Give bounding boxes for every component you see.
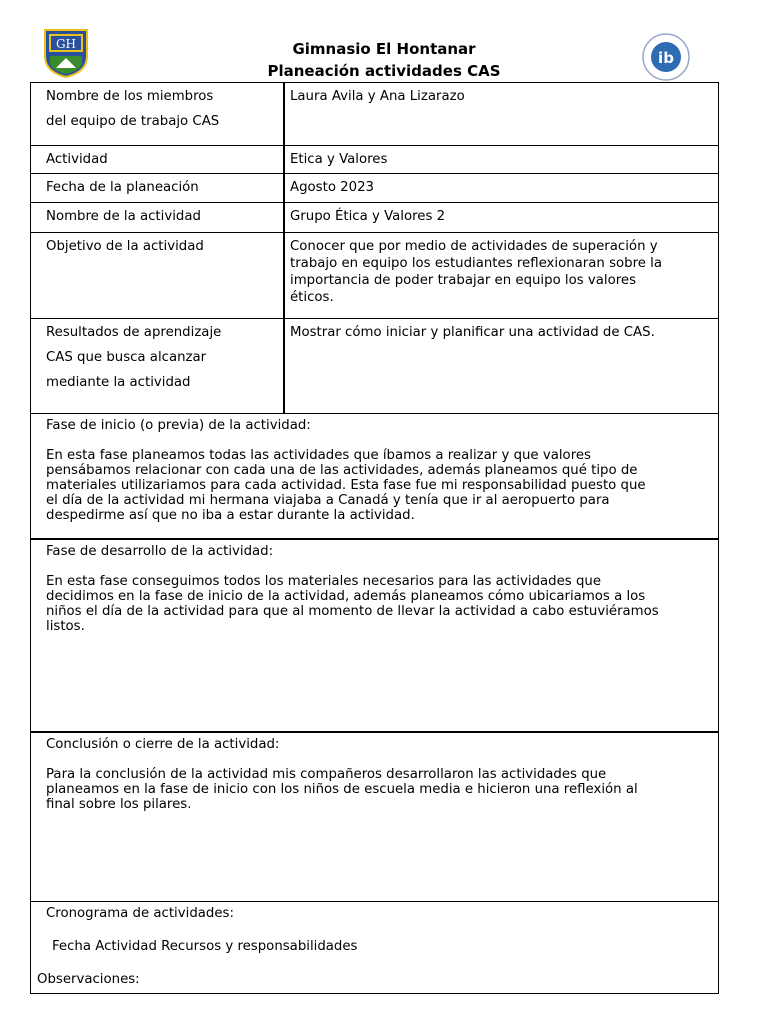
section-conclusion xyxy=(31,733,718,902)
objective-line-3: importancia de poder trabajar en equipo los valores xyxy=(290,273,637,288)
value-cell xyxy=(285,146,718,173)
conclusion-heading: Conclusión o cierre de la actividad: xyxy=(46,737,280,752)
fase-inicio-line-2: pensábamos relacionar con cada una de las actividades, además planeamos qué tipo de xyxy=(46,463,638,478)
objective-line-1: Conocer que por medio de actividades de superación y xyxy=(290,239,658,254)
value-cell xyxy=(285,319,718,413)
outcomes-label-line-3: mediante la actividad xyxy=(46,375,191,390)
activity-label: Actividad xyxy=(46,152,108,167)
label-cell xyxy=(31,174,285,202)
label-cell xyxy=(31,146,285,173)
fase-inicio-line-4: el día de la actividad mi hermana viajaba a Canadá y tenía que ir al aeropuerto para xyxy=(46,493,610,508)
objective-line-4: éticos. xyxy=(290,290,334,305)
value-cell xyxy=(285,203,718,232)
value-cell xyxy=(285,83,718,145)
date-value: Agosto 2023 xyxy=(290,180,375,195)
date-label: Fecha de la planeación xyxy=(46,180,199,195)
row-date xyxy=(31,174,718,203)
fase-desarrollo-heading: Fase de desarrollo de la actividad: xyxy=(46,544,274,559)
value-cell xyxy=(285,233,718,318)
conclusion-line-1: Para la conclusión de la actividad mis compañeros desarrollaron las actividades que xyxy=(46,767,607,782)
row-objective xyxy=(31,233,718,319)
observaciones-label: Observaciones: xyxy=(37,972,140,987)
fase-desarrollo-line-1: En esta fase conseguimos todos los materiales necesarios para las actividades que xyxy=(46,574,601,589)
fase-desarrollo-line-2: decidimos en la fase de inicio de la actividad, además planeamos cómo ubicariamos a los xyxy=(46,589,646,604)
label-cell xyxy=(31,233,285,318)
members-value: Laura Avila y Ana Lizarazo xyxy=(290,89,465,104)
fase-desarrollo-line-3: niños el día de la actividad para que al momento de llevar la actividad a cabo estuviéramos xyxy=(46,604,659,619)
objective-label: Objetivo de la actividad xyxy=(46,239,204,254)
activity-name-label: Nombre de la actividad xyxy=(46,209,201,224)
school-name: Gimnasio El Hontanar xyxy=(292,40,476,58)
objective-line-2: trabajo en equipo los estudiantes reflexionaran sobre la xyxy=(290,256,662,271)
label-cell xyxy=(31,83,285,145)
outcomes-label-line-2: CAS que busca alcanzar xyxy=(46,350,207,365)
section-fase-desarrollo xyxy=(31,540,718,733)
fase-inicio-line-1: En esta fase planeamos todas las actividades que íbamos a realizar y que valores xyxy=(46,448,591,463)
row-activity-name xyxy=(31,203,718,233)
value-cell xyxy=(285,174,718,202)
svg-text:GH: GH xyxy=(55,37,77,51)
members-label-line-2: del equipo de trabajo CAS xyxy=(46,114,220,129)
fase-inicio-heading: Fase de inicio (o previa) de la actividad: xyxy=(46,418,311,433)
row-members xyxy=(31,83,718,146)
row-activity xyxy=(31,146,718,174)
fase-inicio-line-5: despedirme así que no iba a estar durante la actividad. xyxy=(46,508,415,523)
outcomes-value: Mostrar cómo iniciar y planificar una actividad de CAS. xyxy=(290,325,655,340)
activity-name-value: Grupo Ética y Valores 2 xyxy=(290,209,446,224)
activity-value: Etica y Valores xyxy=(290,152,388,167)
label-cell xyxy=(31,319,285,413)
fase-desarrollo-line-4: listos. xyxy=(46,619,85,634)
cronograma-heading: Cronograma de actividades: xyxy=(46,906,234,921)
label-cell xyxy=(31,203,285,232)
section-fase-inicio xyxy=(31,414,718,540)
planning-table xyxy=(30,82,719,994)
document-title: Planeación actividades CAS xyxy=(267,62,501,80)
outcomes-label-line-1: Resultados de aprendizaje xyxy=(46,325,222,340)
fase-inicio-line-3: materiales utilizariamos para cada actividad. Esta fase fue mi responsabilidad puesto que xyxy=(46,478,646,493)
members-label-line-1: Nombre de los miembros xyxy=(46,89,214,104)
conclusion-line-2: planeamos en la fase de inicio con los niños de escuela media e hicieron una reflexión al xyxy=(46,782,638,797)
conclusion-line-3: final sobre los pilares. xyxy=(46,797,192,812)
section-cronograma xyxy=(31,902,718,993)
svg-text:ib: ib xyxy=(658,49,674,67)
row-learning-outcomes xyxy=(31,319,718,414)
cronograma-columns: Fecha Actividad Recursos y responsabilidades xyxy=(52,939,358,954)
